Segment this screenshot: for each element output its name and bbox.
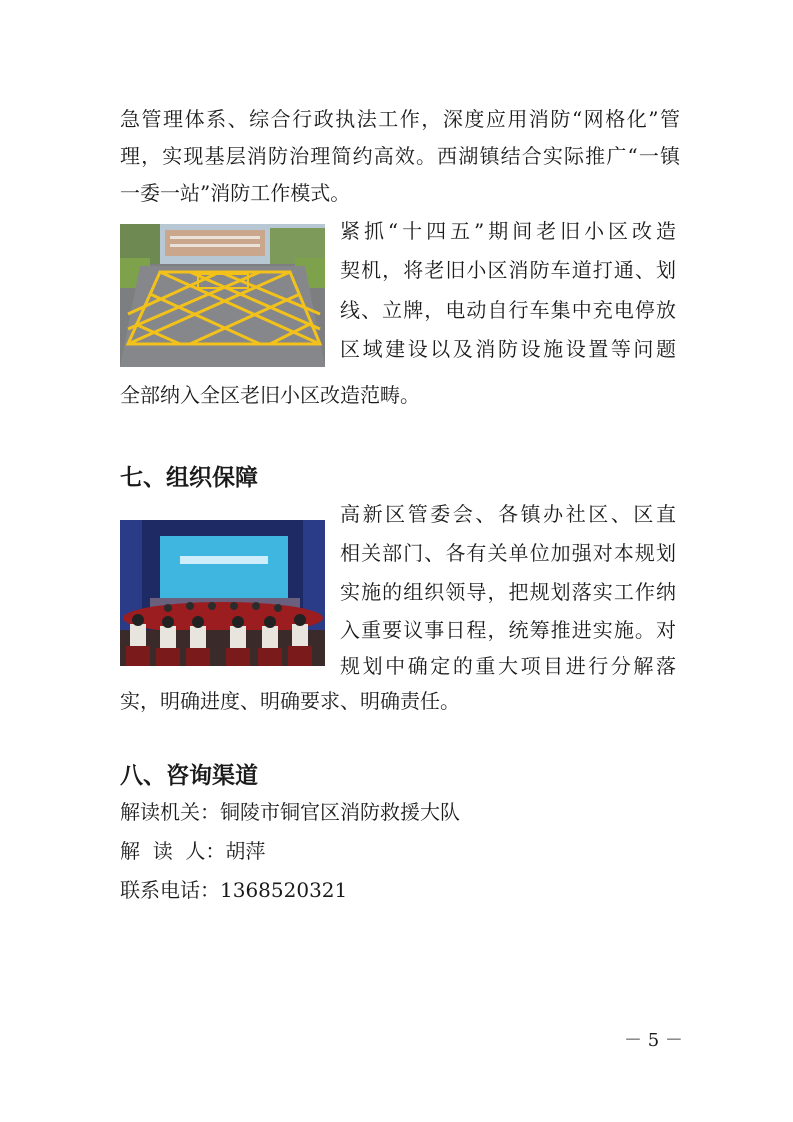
- fire-lane-photo: [120, 224, 325, 367]
- body-line-2: 理，实现基层消防治理简约高效。西湖镇结合实际推广“一镇: [120, 144, 680, 168]
- renovation-line-1: 紧抓“十四五”期间老旧小区改造: [340, 219, 676, 243]
- body-line-1: 急管理体系、综合行政执法工作，深度应用消防“网格化”管: [120, 107, 680, 131]
- body-line-3: 一委一站”消防工作模式。: [120, 181, 351, 205]
- renovation-line-2: 契机，将老旧小区消防车道打通、划: [340, 258, 676, 282]
- renovation-line-5: 全部纳入全区老旧小区改造范畴。: [120, 383, 420, 407]
- section-7-heading: 七、组织保障: [120, 465, 258, 491]
- renovation-line-3: 线、立牌，电动自行车集中充电停放: [340, 298, 676, 322]
- page-number: － 5 －: [624, 1030, 683, 1051]
- section-7-line-3: 实施的组织领导，把规划落实工作纳: [340, 580, 676, 604]
- contact-person: 解 读 人：胡萍: [120, 839, 266, 863]
- section-7-line-5: 规划中确定的重大项目进行分解落: [340, 654, 676, 678]
- renovation-line-4: 区域建设以及消防设施设置等问题: [340, 337, 676, 361]
- contact-phone: 联系电话：1368520321: [120, 878, 348, 902]
- section-7-line-6: 实，明确进度、明确要求、明确责任。: [120, 689, 460, 713]
- section-7-line-1: 高新区管委会、各镇办社区、区直: [340, 502, 676, 526]
- meeting-photo: [120, 520, 325, 666]
- section-7-line-4: 入重要议事日程，统筹推进实施。对: [340, 618, 676, 642]
- section-8-heading: 八、咨询渠道: [120, 763, 258, 789]
- fire-lane-illustration: [120, 224, 325, 367]
- meeting-illustration: [120, 520, 325, 666]
- contact-authority: 解读机关：铜陵市铜官区消防救援大队: [120, 800, 460, 824]
- section-7-line-2: 相关部门、各有关单位加强对本规划: [340, 541, 676, 565]
